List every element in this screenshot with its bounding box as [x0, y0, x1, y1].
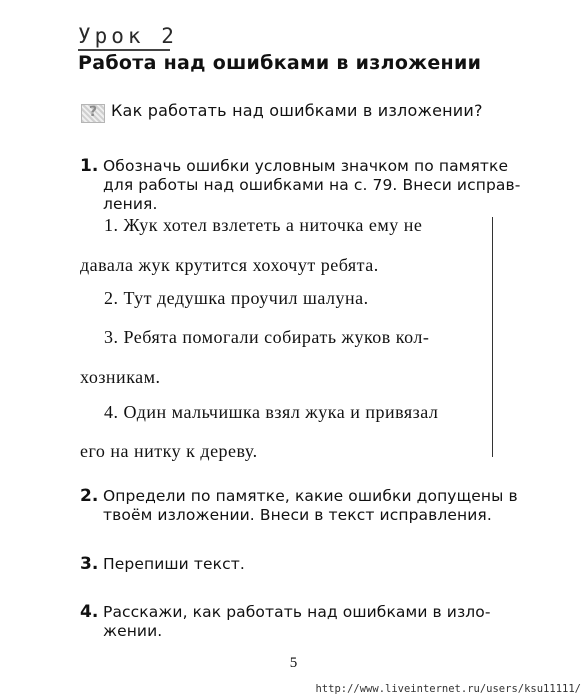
lesson-question: Как работать над ошибками в изложении?: [111, 101, 483, 120]
task-4-line-1: Расскажи, как работать над ошибками в изло-: [103, 603, 491, 621]
question-mark-icon: [81, 104, 105, 123]
question-icon-glyph: ?: [88, 104, 98, 120]
lesson-label: Урок 2: [78, 24, 178, 48]
passage-line-6: 4. Один мальчишка взял жука и привязал: [104, 402, 439, 422]
task-4-line-2: жении.: [103, 622, 163, 640]
task-1-number: 1.: [80, 156, 99, 176]
passage-line-5: хозникам.: [80, 367, 161, 387]
passage-line-4: 3. Ребята помогали собирать жуков кол-: [104, 327, 430, 347]
task-3-number: 3.: [80, 554, 99, 574]
page-number: 5: [289, 655, 298, 671]
passage-line-7: его на нитку к дереву.: [80, 441, 258, 461]
lesson-label-underline: [78, 49, 170, 51]
task-2-number: 2.: [80, 486, 99, 506]
task-4-number: 4.: [80, 602, 99, 622]
lesson-title: Работа над ошибками в изложении: [78, 52, 482, 74]
passage-line-3: 2. Тут дедушка проучил шалуна.: [104, 288, 369, 308]
task-1-text: [103, 157, 520, 214]
task-1-line-2: для работы над ошибками на с. 79. Внеси исправ-: [103, 176, 521, 194]
task-2-line-1: Определи по памятке, какие ошибки допущены в: [103, 487, 518, 505]
task-3-line-1: Перепиши текст.: [103, 555, 245, 573]
task-1-line-3: ления.: [103, 195, 158, 213]
task-1-line-1: Обозначь ошибки условным значком по памятке: [103, 157, 509, 175]
watermark-url[interactable]: http://www.liveinternet.ru/users/ksu11111/: [315, 683, 581, 695]
passage-line-1: 1. Жук хотел взлететь а ниточка ему не: [104, 215, 423, 235]
task-4-text: [103, 603, 491, 641]
passage-line-2: давала жук крутится хохочут ребята.: [80, 255, 379, 275]
passage-margin-line: [492, 217, 493, 457]
task-2-text: [103, 487, 518, 525]
task-2-line-2: твоём изложении. Внеси в текст исправления.: [103, 506, 492, 524]
task-3-text: [103, 555, 245, 574]
